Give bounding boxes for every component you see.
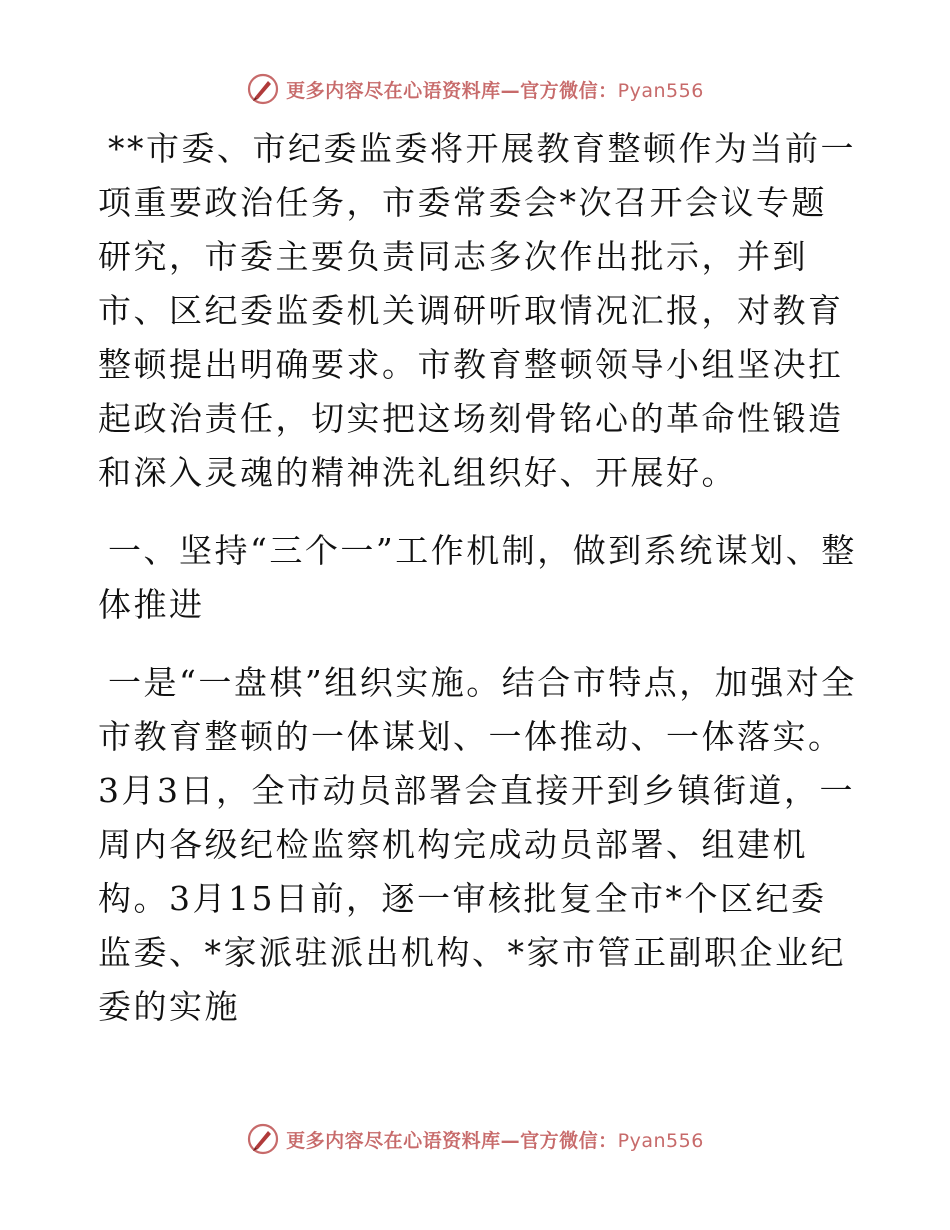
header-watermark <box>0 72 950 106</box>
document-body <box>98 122 858 1058</box>
watermark-wechat-id: Pyan556 <box>617 79 704 102</box>
footer-watermark <box>0 1122 950 1156</box>
watermark-text <box>286 76 704 103</box>
quill-pen-icon <box>246 1122 280 1156</box>
section-heading: 一、坚持“三个一”工作机制，做到系统谋划、整体推进 <box>98 531 857 624</box>
quill-pen-icon <box>246 72 280 106</box>
paragraph-point-one: 一是“一盘棋”组织实施。结合市特点，加强对全市教育整顿的一体谋划、一体推动、一体落实。3月3日，全市动员部署会直接开到乡镇街道，一周内各级纪检监察机构完成动员部署、组建机构。3月15日前，逐一审核批复全市*个区纪委监委、*家派驻派出机构、*家市管正副职企业纪委的实施 <box>98 663 857 1026</box>
watermark-label: 更多内容尽在心语资料库—官方微信： <box>286 1129 618 1152</box>
watermark-label: 更多内容尽在心语资料库—官方微信： <box>286 79 618 102</box>
paragraph-intro: **市委、市纪委监委将开展教育整顿作为当前一项重要政治任务，市委常委会*次召开会议专题研究，市委主要负责同志多次作出批示，并到市、区纪委监委机关调研听取情况汇报，对教育整顿提出明确要求。市教育整顿领导小组坚决扛起政治责任，切实把这场刻骨铭心的革命性锻造和深入灵魂的精神洗礼组织好、开展好。 <box>98 129 856 492</box>
watermark-text <box>286 1126 704 1153</box>
watermark-wechat-id: Pyan556 <box>617 1129 704 1152</box>
